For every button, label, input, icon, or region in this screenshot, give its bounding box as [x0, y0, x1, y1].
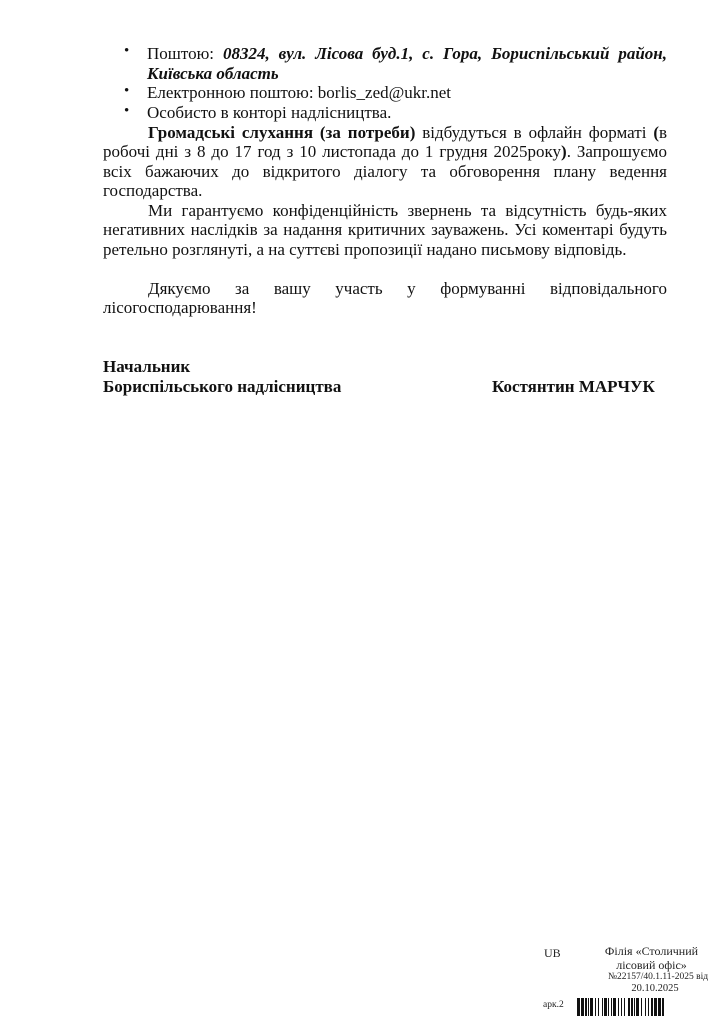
hearings-line1	[148, 123, 667, 142]
hearings-line4: господарства.	[103, 181, 203, 200]
hearings-bold-lead: Громадські слухання (за потреби)	[148, 123, 416, 142]
guarantee-line2: негативних наслідків за надання критичних зауважень. Усі коментарі будуть	[103, 220, 667, 239]
barcode-space	[664, 998, 666, 1016]
stamp-sheet: арк.2	[543, 1000, 564, 1010]
bullet-icon: •	[124, 103, 130, 119]
hearings-line3: всіх бажаючих до відкритого діалогу та обговорення плану ведення	[103, 162, 667, 181]
barcode	[577, 998, 724, 1016]
bullet-icon: •	[124, 83, 130, 99]
paren-close: )	[561, 142, 567, 161]
hearings-text-end: в	[658, 123, 668, 142]
stamp-code: UB	[544, 946, 561, 960]
hearings-invite: . Запрошуємо	[566, 142, 667, 161]
stamp-branch	[589, 944, 714, 972]
stamp-branch-line2: лісовий офіс»	[616, 958, 687, 972]
stamp-reg-number: №22157/40.1.11-2025 від	[607, 972, 709, 982]
hearings-dates: робочі дні з 8 до 17 год з 10 листопада до 1 грудня 2025року	[103, 142, 562, 161]
guarantee-line1: Ми гарантуємо конфіденційність звернень та відсутність будь-яких	[148, 201, 667, 220]
contact-in-person: Особисто в конторі надлісництва.	[147, 103, 392, 122]
stamp-reg-date: 20.10.2025	[631, 983, 679, 994]
post-address-line2: Київська область	[147, 64, 279, 83]
signature-position-line2: Бориспільського надлісництва	[103, 377, 342, 396]
signature-name: Костянтин МАРЧУК	[492, 377, 655, 396]
post-address: 08324, вул. Лісова буд.1, с. Гора, Бориспільський район,	[222, 44, 667, 63]
contact-email[interactable]: Електронною поштою: borlis_zed@ukr.net	[147, 83, 452, 102]
thanks-line1: Дякуємо за вашу участь у формуванні відповідального	[148, 279, 667, 298]
contact-post-line1	[147, 44, 667, 63]
stamp-branch-line1: Філія «Столичний	[604, 944, 699, 958]
guarantee-line3: ретельно розглянуті, а на суттєві пропозиції надано письмову відповідь.	[103, 240, 627, 259]
hearings-text: відбудуться в офлайн форматі	[422, 123, 647, 142]
hearings-line2	[103, 142, 667, 161]
signature-position-line1: Начальник	[103, 357, 191, 376]
bullet-icon: •	[124, 43, 130, 59]
thanks-line2: лісогосподарювання!	[103, 298, 257, 317]
post-label: Поштою:	[147, 44, 214, 63]
paren-open: (	[653, 123, 659, 142]
